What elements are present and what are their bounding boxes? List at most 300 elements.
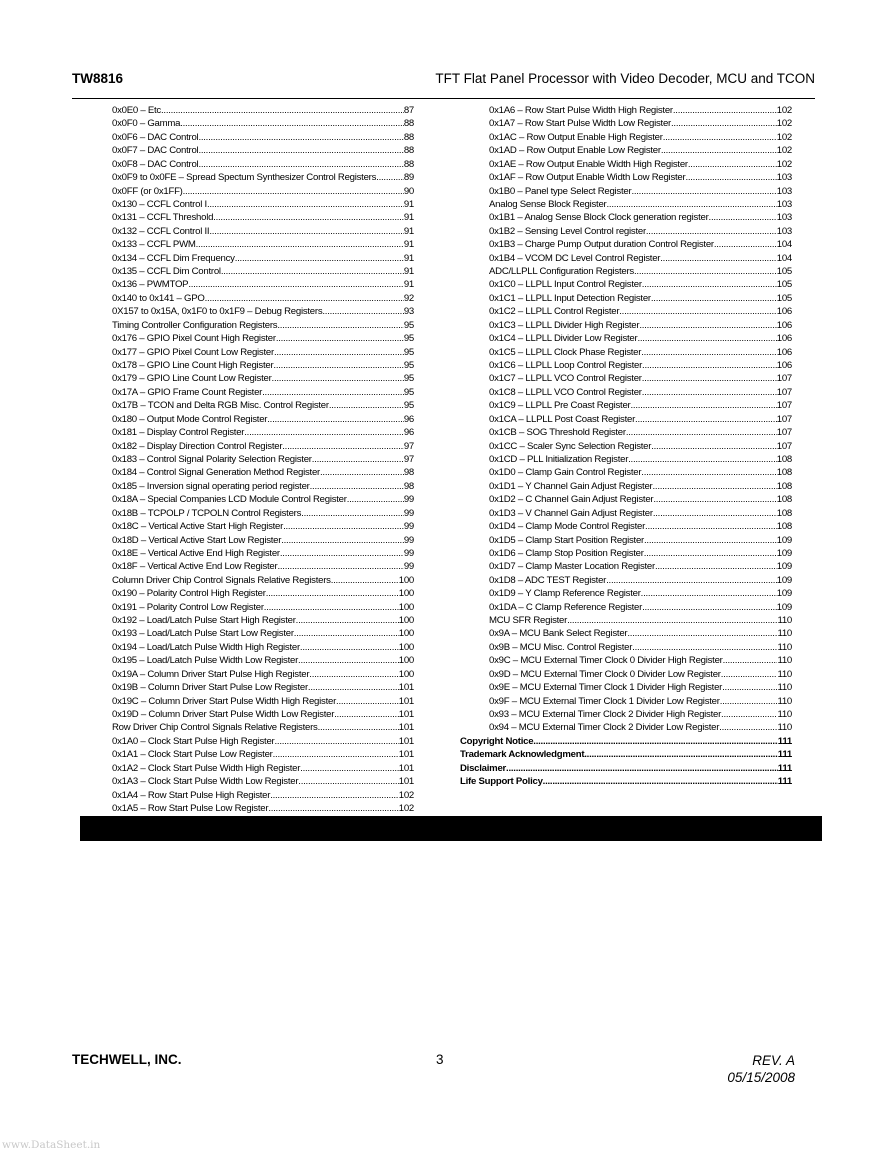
toc-entry-page: 95: [403, 360, 414, 372]
toc-entry-page: 91: [403, 239, 414, 251]
toc-entry[interactable]: [112, 252, 414, 265]
toc-leader-dots: [641, 466, 776, 479]
black-bar: [80, 816, 822, 841]
toc-entry[interactable]: [489, 372, 792, 385]
toc-entry-title: 0x1A6 – Row Start Pulse Width High Register: [489, 105, 673, 116]
toc-entry[interactable]: [112, 789, 414, 802]
toc-leader-dots: [641, 587, 777, 600]
toc-entry-page: 106: [776, 346, 792, 358]
toc-leader-dots: [318, 721, 399, 734]
toc-entry-title: 0x1A5 – Row Start Pulse Low Register: [112, 802, 269, 814]
toc-entry[interactable]: [489, 104, 792, 117]
toc-leader-dots: [312, 453, 404, 466]
toc-entry-title: 0x1B1 – Analog Sense Block Clock generation register: [489, 212, 709, 224]
toc-entry[interactable]: [112, 426, 414, 439]
toc-entry[interactable]: [112, 305, 414, 318]
toc-leader-dots: [632, 641, 777, 654]
toc-entry-page: 99: [403, 547, 414, 559]
toc-entry[interactable]: [112, 560, 414, 573]
toc-entry[interactable]: [489, 560, 792, 573]
toc-entry-page: 101: [398, 762, 414, 774]
toc-entry[interactable]: [112, 574, 414, 587]
toc-entry-title: Disclaimer: [460, 762, 507, 774]
toc-entry[interactable]: [112, 681, 414, 694]
toc-leader-dots: [336, 695, 399, 708]
toc-entry[interactable]: [112, 117, 414, 130]
toc-entry-title: 0x1B3 – Charge Pump Output duration Control Register: [489, 239, 714, 251]
toc-entry-page: 91: [403, 225, 414, 237]
toc-leader-dots: [642, 359, 777, 372]
toc-leader-dots: [213, 211, 404, 224]
toc-entry-page: 101: [398, 722, 414, 734]
toc-entry-title: 0x0E0 – Etc: [112, 105, 161, 116]
toc-entry-page: 102: [776, 131, 792, 143]
toc-entry-page: 96: [403, 427, 414, 439]
toc-entry[interactable]: [489, 144, 792, 157]
toc-entry-page: 110: [777, 628, 792, 640]
toc-entry[interactable]: [112, 265, 414, 278]
toc-entry[interactable]: [489, 131, 792, 144]
toc-entry-page: 109: [776, 561, 792, 573]
toc-leader-dots: [644, 547, 777, 560]
toc-leader-dots: [180, 117, 404, 130]
toc-entry-title: 0x176 – GPIO Pixel Count High Register: [112, 333, 276, 345]
toc-leader-dots: [198, 131, 403, 144]
toc-entry-title: 0x1C9 – LLPLL Pre Coast Register: [489, 400, 631, 412]
toc-entry-title: 0x18A – Special Companies LCD Module Control Register: [112, 494, 347, 506]
toc-leader-dots: [714, 238, 777, 251]
toc-entry-page: 91: [403, 266, 414, 278]
toc-entry-page: 99: [403, 534, 414, 546]
toc-entry-title: 0x1AC – Row Output Enable High Register: [489, 131, 663, 143]
toc-entry-page: 111: [777, 776, 792, 788]
toc-entry-page: 106: [776, 306, 792, 318]
toc-entry-title: 0x133 – CCFL PWM: [112, 239, 196, 251]
toc-entry-page: 111: [777, 762, 792, 774]
toc-entry[interactable]: [112, 319, 414, 332]
toc-entry[interactable]: [112, 641, 414, 654]
toc-leader-dots: [543, 775, 778, 788]
toc-entry[interactable]: [112, 480, 414, 493]
toc-entry-title: 0x1C2 – LLPLL Control Register: [489, 306, 620, 318]
toc-leader-dots: [626, 426, 777, 439]
toc-left-column: [112, 104, 414, 815]
toc-entry-title: 0x136 – PWMTOP: [112, 279, 189, 291]
toc-entry-page: 101: [398, 749, 414, 761]
toc-entry-page: 99: [403, 561, 414, 573]
toc-entry[interactable]: [112, 587, 414, 600]
toc-entry-title: 0x130 – CCFL Control I: [112, 198, 207, 210]
toc-entry-title: 0x1C0 – LLPLL Input Control Register: [489, 279, 642, 291]
toc-leader-dots: [722, 681, 777, 694]
toc-leader-dots: [298, 775, 398, 788]
toc-leader-dots: [642, 386, 777, 399]
toc-entry-page: 107: [776, 373, 792, 385]
toc-entry[interactable]: [489, 614, 792, 627]
toc-entry-page: 103: [776, 185, 792, 197]
toc-entry-title: 0x1CB – SOG Threshold Register: [489, 427, 626, 439]
toc-entry[interactable]: [112, 104, 414, 117]
watermark: www.DataSheet.in: [2, 1139, 101, 1151]
toc-entry[interactable]: [489, 587, 792, 600]
toc-entry[interactable]: [460, 735, 792, 748]
toc-entry-title: 0x1A7 – Row Start Pulse Width Low Register: [489, 118, 671, 130]
toc-entry[interactable]: [112, 534, 414, 547]
toc-entry-title: 0x178 – GPIO Line Count High Register: [112, 360, 274, 372]
toc-entry-title: 0x181 – Display Control Register: [112, 427, 245, 439]
toc-entry-page: 91: [403, 198, 414, 210]
toc-entry-page: 101: [398, 735, 414, 747]
toc-entry[interactable]: [112, 144, 414, 157]
toc-leader-dots: [635, 413, 777, 426]
toc-entry-title: 0x17A – GPIO Frame Count Register: [112, 386, 263, 398]
toc-entry[interactable]: [112, 614, 414, 627]
toc-entry[interactable]: [489, 117, 792, 130]
toc-entry-page: 108: [776, 494, 792, 506]
toc-entry[interactable]: [489, 238, 792, 251]
toc-entry-title: 0x179 – GPIO Line Count Low Register: [112, 373, 272, 385]
toc-entry[interactable]: [489, 413, 792, 426]
toc-entry-page: 102: [398, 802, 414, 814]
toc-entry-page: 103: [776, 212, 792, 224]
toc-entry-title: 0x93 – MCU External Timer Clock 2 Divider High Register: [489, 708, 722, 720]
toc-leader-dots: [619, 305, 776, 318]
toc-entry[interactable]: [489, 466, 792, 479]
toc-entry[interactable]: [112, 520, 414, 533]
toc-entry-page: 93: [403, 306, 414, 318]
toc-entry[interactable]: [112, 158, 414, 171]
toc-entry[interactable]: [489, 654, 792, 667]
toc-entry[interactable]: [112, 762, 414, 775]
toc-entry[interactable]: [489, 695, 792, 708]
toc-leader-dots: [584, 748, 778, 761]
toc-entry[interactable]: [489, 171, 792, 184]
toc-entry[interactable]: [112, 493, 414, 506]
toc-leader-dots: [264, 601, 399, 614]
toc-entry[interactable]: [489, 480, 792, 493]
toc-leader-dots: [642, 372, 777, 385]
toc-entry[interactable]: [112, 507, 414, 520]
doc-id: TW8816: [72, 71, 124, 86]
toc-entry[interactable]: [112, 238, 414, 251]
toc-entry[interactable]: [489, 668, 792, 681]
toc-entry[interactable]: [112, 601, 414, 614]
toc-entry-page: 108: [776, 467, 792, 479]
toc-entry[interactable]: [112, 198, 414, 211]
toc-entry-page: 97: [403, 453, 414, 465]
toc-entry-page: 100: [398, 668, 414, 680]
toc-entry[interactable]: [489, 211, 792, 224]
toc-entry[interactable]: [112, 332, 414, 345]
footer-date: 05/15/2008: [727, 1070, 795, 1085]
toc-entry[interactable]: [112, 440, 414, 453]
toc-entry-title: 0x1D3 – V Channel Gain Adjust Register: [489, 507, 653, 519]
toc-entry[interactable]: [489, 399, 792, 412]
toc-leader-dots: [320, 466, 404, 479]
toc-entry-title: 0x1A4 – Row Start Pulse High Register: [112, 789, 271, 801]
toc-entry-title: 0x1AD – Row Output Enable Low Register: [489, 145, 661, 157]
toc-entry[interactable]: [489, 185, 792, 198]
toc-entry-title: 0x1D8 – ADC TEST Register: [489, 574, 607, 586]
toc-leader-dots: [277, 560, 403, 573]
toc-entry[interactable]: [112, 453, 414, 466]
toc-entry[interactable]: [112, 185, 414, 198]
toc-entry-title: 0x18D – Vertical Active Start Low Register: [112, 534, 282, 546]
toc-entry-title: 0x177 – GPIO Pixel Count Low Register: [112, 346, 274, 358]
toc-entry-page: 107: [776, 440, 792, 452]
toc-leader-dots: [273, 359, 403, 372]
toc-leader-dots: [661, 144, 777, 157]
toc-entry-page: 91: [403, 212, 414, 224]
toc-leader-dots: [723, 654, 778, 667]
toc-leader-dots: [720, 695, 778, 708]
toc-entry-page: 107: [776, 413, 792, 425]
toc-entry[interactable]: [489, 225, 792, 238]
toc-entry-page: 92: [403, 292, 414, 304]
toc-entry[interactable]: [112, 171, 414, 184]
toc-entry-title: 0x180 – Output Mode Control Register: [112, 413, 268, 425]
toc-entry-page: 101: [398, 682, 414, 694]
toc-leader-dots: [334, 708, 399, 721]
toc-entry-page: 108: [776, 453, 792, 465]
toc-entry[interactable]: [489, 426, 792, 439]
toc-entry-page: 110: [777, 615, 792, 627]
toc-entry[interactable]: [489, 708, 792, 721]
toc-entry[interactable]: [112, 346, 414, 359]
toc-entry-page: 110: [777, 668, 792, 680]
toc-entry[interactable]: [112, 654, 414, 667]
toc-leader-dots: [671, 117, 777, 130]
toc-entry-title: 0x1D6 – Clamp Stop Position Register: [489, 547, 644, 559]
toc-entry-page: 109: [776, 588, 792, 600]
toc-leader-dots: [205, 292, 404, 305]
toc-entry[interactable]: [489, 265, 792, 278]
toc-entry[interactable]: [112, 735, 414, 748]
toc-entry[interactable]: [489, 627, 792, 640]
toc-entry-page: 96: [403, 413, 414, 425]
toc-entry[interactable]: [489, 681, 792, 694]
toc-entry[interactable]: [489, 292, 792, 305]
toc-entry-title: 0x183 – Control Signal Polarity Selection Register: [112, 453, 312, 465]
toc-entry[interactable]: [112, 775, 414, 788]
toc-leader-dots: [161, 104, 404, 117]
toc-entry[interactable]: [112, 708, 414, 721]
toc-entry[interactable]: [112, 466, 414, 479]
toc-entry[interactable]: [489, 574, 792, 587]
toc-leader-dots: [651, 440, 777, 453]
toc-leader-dots: [235, 252, 404, 265]
toc-leader-dots: [347, 493, 404, 506]
toc-entry[interactable]: [489, 346, 792, 359]
toc-entry[interactable]: [489, 332, 792, 345]
toc-right-column: [460, 104, 792, 789]
toc-entry[interactable]: [112, 399, 414, 412]
toc-entry[interactable]: [460, 748, 792, 761]
toc-entry-title: Analog Sense Block Register: [489, 198, 607, 210]
toc-entry-title: 0X157 to 0x15A, 0x1F0 to 0x1F9 – Debug Registers: [112, 306, 323, 318]
toc-entry-page: 88: [403, 158, 414, 170]
toc-leader-dots: [645, 520, 777, 533]
toc-entry-page: 110: [777, 682, 792, 694]
toc-entry[interactable]: [112, 413, 414, 426]
toc-entry-page: 106: [776, 360, 792, 372]
toc-entry-page: 88: [403, 131, 414, 143]
toc-leader-dots: [607, 198, 777, 211]
toc-entry[interactable]: [112, 802, 414, 815]
toc-entry-page: 106: [776, 333, 792, 345]
toc-entry[interactable]: [112, 547, 414, 560]
toc-entry[interactable]: [112, 292, 414, 305]
toc-leader-dots: [663, 131, 777, 144]
toc-entry-title: 0x0F0 – Gamma: [112, 118, 181, 130]
toc-entry-title: 0x1C5 – LLPLL Clock Phase Register: [489, 346, 642, 358]
toc-entry-page: 100: [398, 588, 414, 600]
toc-entry[interactable]: [489, 319, 792, 332]
toc-entry-title: 0x134 – CCFL Dim Frequency: [112, 252, 235, 264]
toc-entry[interactable]: [489, 493, 792, 506]
toc-leader-dots: [301, 507, 404, 520]
toc-entry-page: 88: [403, 118, 414, 130]
toc-entry[interactable]: [112, 748, 414, 761]
toc-entry[interactable]: [489, 386, 792, 399]
toc-leader-dots: [207, 198, 404, 211]
toc-entry-title: 0x9B – MCU Misc. Control Register: [489, 641, 633, 653]
toc-leader-dots: [642, 601, 777, 614]
toc-entry[interactable]: [112, 627, 414, 640]
toc-leader-dots: [198, 158, 403, 171]
toc-entry[interactable]: [460, 762, 792, 775]
toc-leader-dots: [188, 278, 404, 291]
toc-entry-page: 99: [403, 521, 414, 533]
toc-entry-title: 0x0F8 – DAC Control: [112, 158, 199, 170]
toc-entry-title: 0x184 – Control Signal Generation Method Register: [112, 467, 321, 479]
toc-entry[interactable]: [460, 775, 792, 788]
toc-entry-title: 0x1B0 – Panel type Select Register: [489, 185, 632, 197]
toc-entry-title: 0x185 – Inversion signal operating period register: [112, 480, 310, 492]
toc-entry-page: 110: [777, 655, 792, 667]
toc-leader-dots: [277, 319, 403, 332]
toc-entry[interactable]: [489, 641, 792, 654]
toc-entry-title: MCU SFR Register: [489, 615, 568, 627]
toc-entry[interactable]: [489, 305, 792, 318]
toc-entry[interactable]: [489, 507, 792, 520]
toc-entry-title: 0x9E – MCU External Timer Clock 1 Divider High Register: [489, 682, 723, 694]
toc-entry[interactable]: [489, 252, 792, 265]
toc-entry[interactable]: [112, 721, 414, 734]
toc-entry[interactable]: [112, 386, 414, 399]
toc-entry-title: 0x1C6 – LLPLL Loop Control Register: [489, 360, 643, 372]
footer-page-number: 3: [436, 1052, 444, 1067]
toc-leader-dots: [719, 721, 777, 734]
toc-entry[interactable]: [489, 440, 792, 453]
toc-entry-title: 0x1D9 – Y Clamp Reference Register: [489, 588, 641, 600]
toc-entry[interactable]: [112, 359, 414, 372]
toc-entry-page: 91: [403, 252, 414, 264]
toc-entry-title: 0x19B – Column Driver Start Pulse Low Register: [112, 682, 308, 694]
toc-entry-title: 0x1B4 – VCOM DC Level Control Register: [489, 252, 661, 264]
toc-entry-title: 0x195 – Load/Latch Pulse Width Low Register: [112, 655, 299, 667]
toc-entry-title: 0x9A – MCU Bank Select Register: [489, 628, 628, 640]
toc-entry[interactable]: [489, 278, 792, 291]
toc-entry-page: 101: [398, 708, 414, 720]
toc-entry-page: 98: [403, 467, 414, 479]
toc-entry-page: 87: [403, 105, 414, 116]
toc-entry[interactable]: [489, 453, 792, 466]
toc-leader-dots: [296, 614, 399, 627]
toc-entry-title: 0x1D4 – Clamp Mode Control Register: [489, 521, 646, 533]
toc-leader-dots: [653, 493, 776, 506]
toc-entry-title: ADC/LLPLL Configuration Registers: [489, 266, 634, 278]
toc-entry[interactable]: [489, 534, 792, 547]
toc-entry-title: 0x1A3 – Clock Start Pulse Width Low Register: [112, 776, 299, 788]
toc-entry[interactable]: [489, 198, 792, 211]
toc-entry[interactable]: [112, 278, 414, 291]
toc-entry[interactable]: [112, 695, 414, 708]
toc-entry-page: 103: [776, 225, 792, 237]
toc-leader-dots: [262, 386, 404, 399]
toc-entry-title: Timing Controller Configuration Registers: [112, 319, 278, 331]
toc-entry-title: 0x1B2 – Sensing Level Control register: [489, 225, 646, 237]
toc-entry-title: 0x192 – Load/Latch Pulse Start High Register: [112, 615, 296, 627]
toc-entry-page: 88: [403, 145, 414, 157]
toc-leader-dots: [673, 104, 777, 117]
toc-entry-page: 91: [403, 279, 414, 291]
toc-entry[interactable]: [489, 601, 792, 614]
toc-entry-title: 0x17B – TCON and Delta RGB Misc. Control Register: [112, 400, 329, 412]
toc-leader-dots: [274, 346, 404, 359]
toc-entry-page: 98: [403, 480, 414, 492]
toc-entry-title: 0x0F7 – DAC Control: [112, 145, 199, 157]
toc-leader-dots: [688, 158, 777, 171]
toc-entry[interactable]: [112, 225, 414, 238]
toc-entry-title: 0x1CC – Scaler Sync Selection Register: [489, 440, 652, 452]
toc-leader-dots: [653, 507, 777, 520]
toc-leader-dots: [270, 789, 399, 802]
toc-entry[interactable]: [112, 668, 414, 681]
toc-entry-title: 0x94 – MCU External Timer Clock 2 Divider Low Register: [489, 722, 720, 734]
toc-entry[interactable]: [489, 547, 792, 560]
footer-revision-block: [727, 1052, 795, 1086]
toc-entry-page: 103: [776, 172, 792, 184]
toc-entry-title: 0x1DA – C Clamp Reference Register: [489, 601, 643, 613]
toc-entry[interactable]: [112, 211, 414, 224]
toc-entry-title: 0x1CA – LLPLL Post Coast Register: [489, 413, 636, 425]
toc-entry[interactable]: [489, 359, 792, 372]
toc-entry-title: 0x1D5 – Clamp Start Position Register: [489, 534, 644, 546]
toc-entry-page: 89: [403, 172, 414, 184]
toc-entry[interactable]: [489, 721, 792, 734]
toc-entry[interactable]: [112, 131, 414, 144]
toc-leader-dots: [642, 278, 777, 291]
toc-entry[interactable]: [489, 520, 792, 533]
toc-entry-page: 111: [777, 735, 792, 747]
footer-revision: REV. A: [752, 1053, 795, 1068]
toc-entry[interactable]: [489, 158, 792, 171]
toc-entry[interactable]: [112, 372, 414, 385]
toc-leader-dots: [709, 211, 777, 224]
toc-leader-dots: [221, 265, 404, 278]
toc-entry-title: 0x135 – CCFL Dim Control: [112, 266, 221, 278]
toc-entry-page: 102: [776, 158, 792, 170]
toc-entry-page: 107: [776, 386, 792, 398]
toc-entry-title: Copyright Notice: [460, 735, 534, 747]
toc-entry-page: 102: [776, 105, 792, 116]
toc-leader-dots: [721, 708, 777, 721]
toc-entry-page: 100: [398, 574, 414, 586]
toc-entry-title: 0x1A0 – Clock Start Pulse High Register: [112, 735, 275, 747]
toc-leader-dots: [280, 547, 404, 560]
toc-leader-dots: [272, 372, 404, 385]
